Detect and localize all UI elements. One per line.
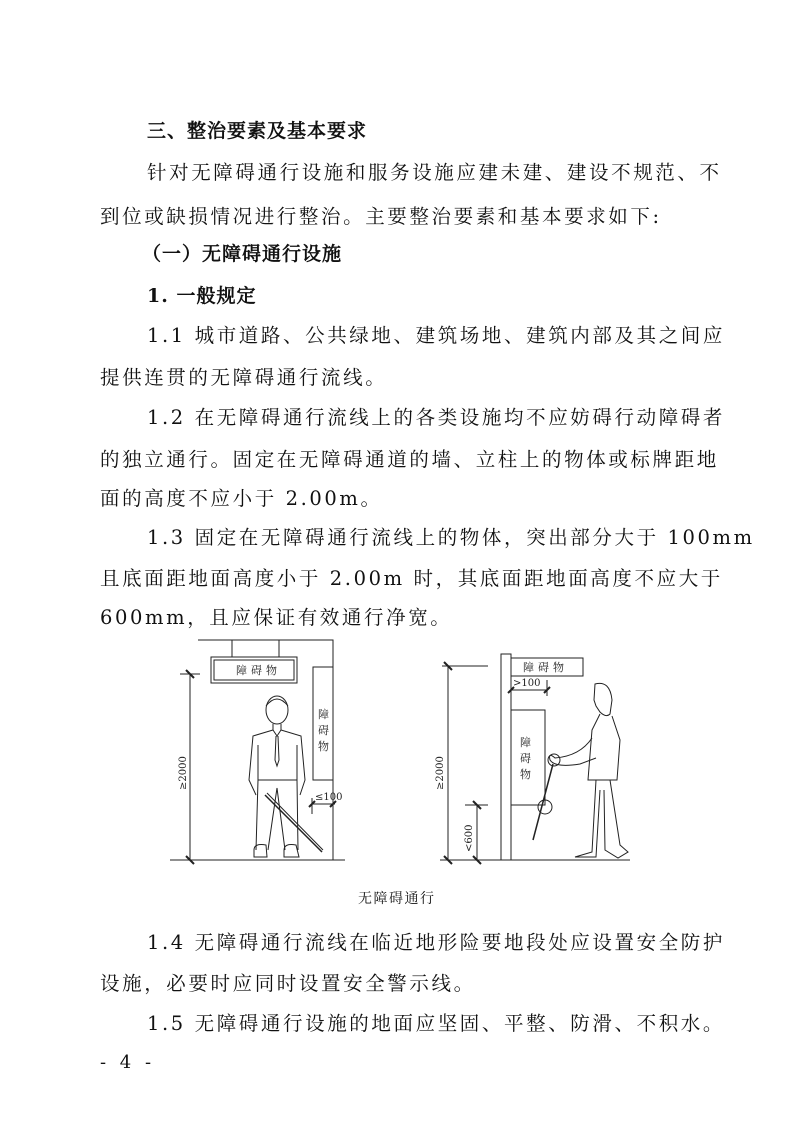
page-number: - 4 - bbox=[100, 1052, 156, 1073]
clause-1-4-line-2: 设施，必要时应同时设置安全警示线。 bbox=[100, 972, 476, 995]
clause-1-3-line-3: 600mm，且应保证有效通行净宽。 bbox=[100, 606, 453, 629]
clause-1-2-line-1: 1.2 在无障碍通行流线上的各类设施均不应妨碍行动障碍者 bbox=[147, 406, 726, 429]
right-sign-label: 障碍物 bbox=[523, 661, 568, 674]
subsection-heading: （一）无障碍通行设施 bbox=[142, 243, 343, 265]
right-obstacle-label-1: 障 bbox=[520, 736, 531, 749]
clause-1-1-line-1: 1.1 城市道路、公共绿地、建筑场地、建筑内部及其之间应 bbox=[147, 324, 726, 347]
clause-1-4-line-1: 1.4 无障碍通行流线在临近地形险要地段处应设置安全防护 bbox=[147, 931, 726, 954]
figure-caption: 无障碍通行 bbox=[358, 891, 436, 907]
clause-1-5-line-1: 1.5 无障碍通行设施的地面应坚固、平整、防滑、不积水。 bbox=[147, 1012, 726, 1035]
left-height-dim: ≥2000 bbox=[178, 756, 189, 790]
left-wall-label-1: 障 bbox=[318, 708, 329, 721]
item-heading: 1. 一般规定 bbox=[147, 285, 257, 307]
right-obstacle-label-2: 碍 bbox=[520, 752, 531, 765]
right-protrusion-dim: >100 bbox=[513, 678, 541, 689]
left-wall-label-3: 物 bbox=[318, 740, 329, 753]
clause-1-3-line-1: 1.3 固定在无障碍通行流线上的物体，突出部分大于 100mm bbox=[147, 526, 755, 549]
accessible-passage-figure bbox=[170, 630, 650, 870]
right-height-dim: ≥2000 bbox=[435, 756, 446, 790]
clause-1-3-line-2: 且底面距地面高度小于 2.00m 时，其底面距地面高度不应大于 bbox=[100, 567, 723, 590]
right-low-dim: <600 bbox=[464, 824, 475, 852]
left-wall-label-2: 碍 bbox=[318, 724, 329, 737]
intro-line-1: 针对无障碍通行设施和服务设施应建未建、建设不规范、不 bbox=[147, 161, 722, 184]
right-obstacle-label-3: 物 bbox=[520, 768, 531, 781]
left-protrusion-dim: ≤100 bbox=[315, 792, 343, 803]
left-sign-label: 障碍物 bbox=[236, 664, 281, 677]
section-heading: 三、整治要素及基本要求 bbox=[147, 120, 368, 142]
clause-1-2-line-2: 的独立通行。固定在无障碍通道的墙、立柱上的物体或标牌距地 bbox=[100, 448, 719, 471]
clause-1-2-line-3: 面的高度不应小于 2.00m。 bbox=[100, 487, 383, 510]
clause-1-1-line-2: 提供连贯的无障碍通行流线。 bbox=[100, 366, 388, 389]
intro-line-2: 到位或缺损情况进行整治。主要整治要素和基本要求如下: bbox=[100, 205, 662, 228]
